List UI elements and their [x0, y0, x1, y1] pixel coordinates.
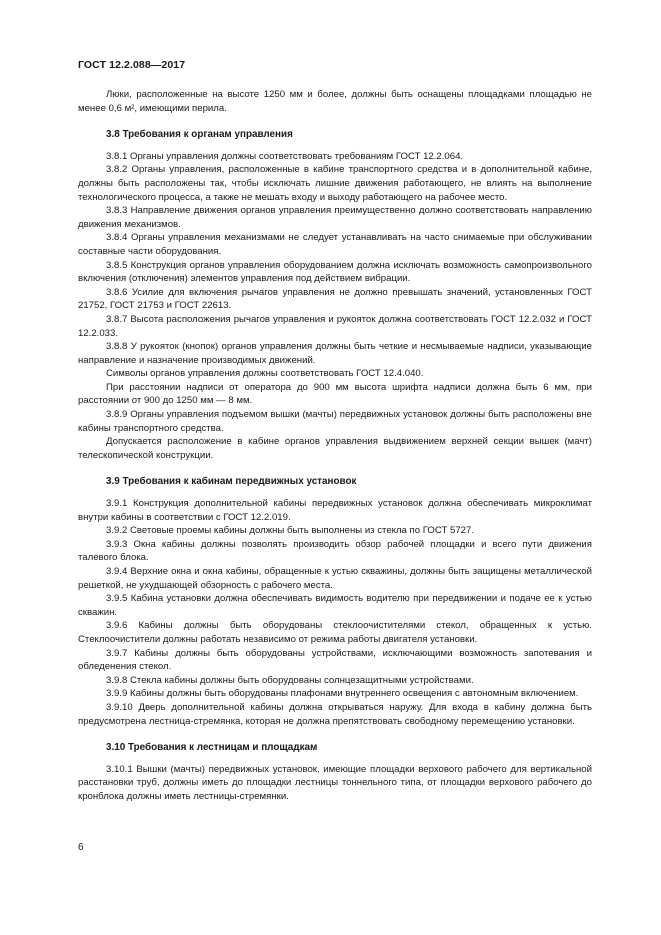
paragraph-3-9-2: 3.9.2 Световые проемы кабины должны быть выполнены из стекла по ГОСТ 5727. [106, 525, 475, 537]
section-heading-3-9: 3.9 Требования к кабинам передвижных установок [106, 476, 357, 488]
paragraph-3-8-8: 3.8.8 У рукояток (кнопок) органов управления должны быть четкие и несмываемые надписи, указывающие направление и назначение производимых движений. [78, 341, 592, 366]
paragraph-hatches: Люки, расположенные на высоте 1250 мм и более, должны быть оснащены площадками площадью не менее 0,6 м², имеющими перила. [78, 89, 592, 114]
paragraph-3-9-6: 3.9.6 Кабины должны быть оборудованы стеклоочистителями стекол, обращенных к устью. Стеклоочистители должны работать независимо от режима работы двигателя установки. [78, 620, 592, 645]
section-heading-3-8: 3.8 Требования к органам управления [106, 129, 293, 141]
page-number: 6 [78, 842, 84, 853]
paragraph-3-8-5: 3.8.5 Конструкция органов управления оборудованием должна исключать возможность самопроизвольного включения (отключения) элементов управления под действием вибрации. [78, 259, 592, 285]
paragraph-3-9-1: 3.9.1 Конструкция дополнительной кабины передвижных установок должна обеспечивать микроклимат внутри кабины в соответствии с ГОСТ 12.2.019. [78, 498, 592, 523]
paragraph-3-8-6: 3.8.6 Усилие для включения рычагов управления не должно превышать значений, установленных ГОСТ 21752, ГОСТ 21753 и ГОСТ 22613. [78, 286, 592, 312]
paragraph-symbols: Символы органов управления должны соответствовать ГОСТ 12.4.040. [106, 368, 424, 380]
paragraph-3-8-1: 3.8.1 Органы управления должны соответствовать требованиям ГОСТ 12.2.064. [106, 150, 464, 162]
paragraph-telescopic: Допускается расположение в кабине органов управления выдвижением верхней секции вышек (мачт) телескопической конструкции. [78, 436, 592, 461]
section-heading-3-10: 3.10 Требования к лестницам и площадкам [106, 742, 318, 754]
paragraph-3-8-3: 3.8.3 Направление движения органов управления преимущественно должно соответствовать направлению движения механизмов. [78, 205, 592, 230]
paragraph-3-10-1: 3.10.1 Вышки (мачты) передвижных установок, имеющие площадки верхового рабочего для вертикальной расстановки труб, должны иметь до площадки лестницы тоннельного типа, от площадки верхового рабочего до кронблока должны иметь лестницы-стремянки. [78, 763, 592, 802]
page-content [78, 88, 592, 804]
paragraph-3-9-9: 3.9.9 Кабины должны быть оборудованы плафонами внутреннего освещения с автономным включением. [106, 688, 579, 700]
paragraph-3-9-8: 3.9.8 Стекла кабины должны быть оборудованы солнцезащитными устройствами. [106, 674, 474, 686]
paragraph-3-8-2: 3.8.2 Органы управления, расположенные в кабине транспортного средства и в дополнительной кабине, должны быть расположены так, чтобы исключать лишние движения работающего, не влиять на выполнение технологического процесса, а также не мешать входу и выходу работающего на рабочее место. [78, 164, 592, 203]
paragraph-3-8-4: 3.8.4 Органы управления механизмами не следует устанавливать на часто снимаемые при обслуживании составные части оборудования. [78, 232, 592, 257]
paragraph-3-8-7: 3.8.7 Высота расположения рычагов управления и рукояток должна соответствовать ГОСТ 12.2.032 и ГОСТ 12.2.033. [78, 313, 592, 339]
paragraph-3-9-7: 3.9.7 Кабины должны быть оборудованы устройствами, исключающими возможность запотевания и обледенения стекол. [78, 647, 592, 673]
paragraph-3-9-4: 3.9.4 Верхние окна и окна кабины, обращенные к устью скважины, должны быть защищены металлической решеткой, не ухудшающей обзорность с рабочего места. [78, 566, 592, 591]
paragraph-3-9-10: 3.9.10 Дверь дополнительной кабины должна открываться наружу. Для входа в кабину должна быть предусмотрена лестница-стремянка, которая не должна препятствовать свободному перемещению установки. [78, 701, 592, 727]
paragraph-3-8-9: 3.8.9 Органы управления подъемом вышки (мачты) передвижных установок должны быть расположены вне кабины транспортного средства. [78, 409, 592, 434]
paragraph-3-9-5: 3.9.5 Кабина установки должна обеспечивать видимость водителю при передвижении и подаче ее к устью скважин. [78, 593, 592, 618]
standard-number: ГОСТ 12.2.088—2017 [78, 59, 186, 71]
paragraph-3-9-3: 3.9.3 Окна кабины должны позволять производить обзор рабочей площадки и всего пути движения талевого блока. [78, 538, 592, 564]
paragraph-font-height: При расстоянии надписи от оператора до 900 мм высота шрифта надписи должна быть 6 мм, при расстоянии от 900 до 1250 мм — 8 мм. [78, 381, 592, 407]
